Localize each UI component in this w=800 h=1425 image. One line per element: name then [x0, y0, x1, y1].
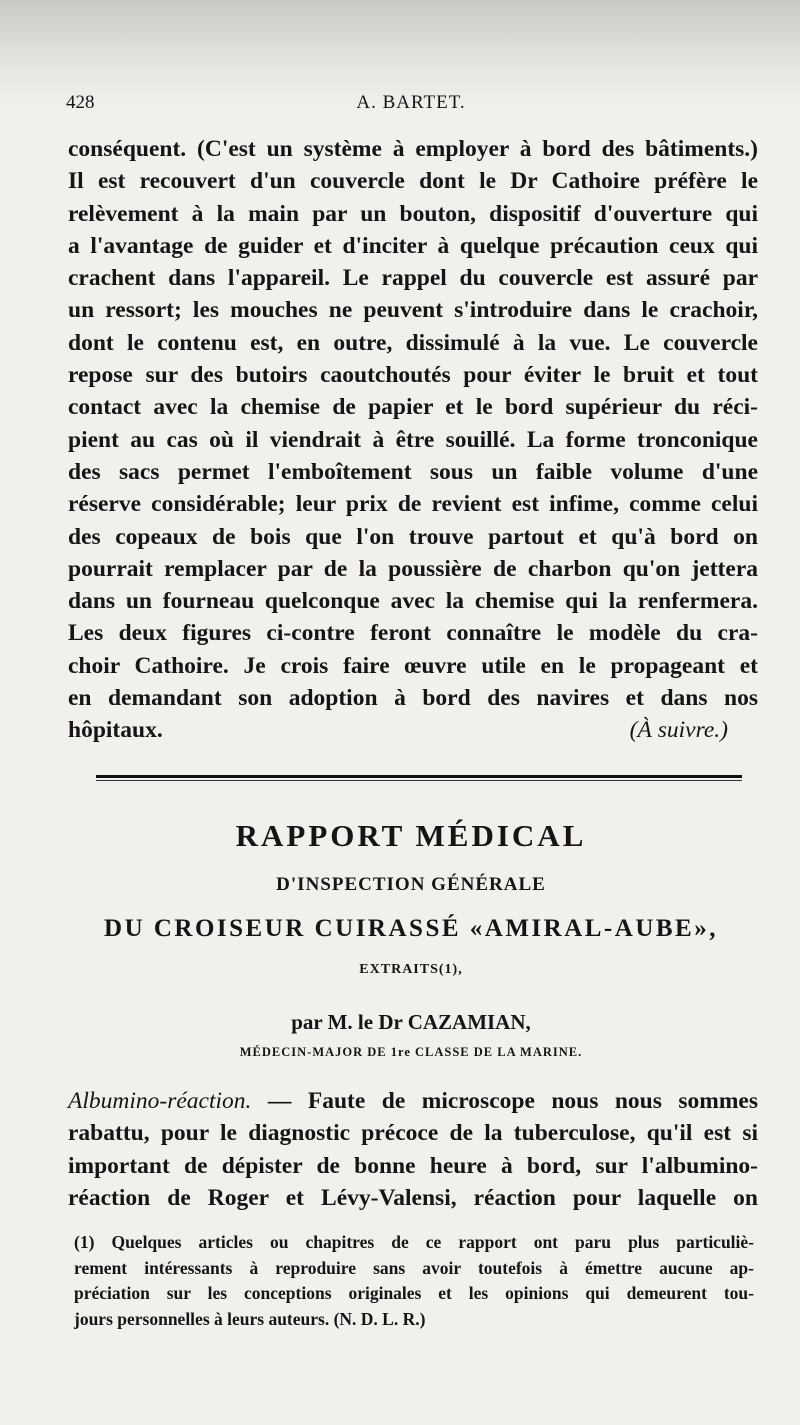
running-head-author: A. BARTET.: [356, 92, 466, 113]
footnote-line: préciation sur les conceptions originales et les opinions qui demeurent tou-: [74, 1283, 754, 1303]
continued-paragraph: [68, 133, 758, 747]
text-line: des copeaux de bois que l'on trouve partout et qu'à bord on: [68, 523, 758, 550]
section-paragraph: [68, 1085, 758, 1214]
text-line: dont le contenu est, en outre, dissimulé à la vue. Le couvercle: [68, 329, 758, 356]
article-extraits: EXTRAITS(1),: [359, 962, 463, 977]
text-line: pourrait remplacer par de la poussière de charbon qu'on jettera: [68, 555, 758, 582]
text-line: important de dépister de bonne heure à bord, sur l'albumino-: [68, 1152, 758, 1179]
article-subtitle: D'INSPECTION GÉNÉRALE: [276, 874, 546, 895]
section-divider-thin: [96, 780, 742, 781]
article-author: par M. le Dr CAZAMIAN,: [291, 1010, 531, 1034]
page-number: 428: [66, 92, 95, 113]
text-line: choir Cathoire. Je crois faire œuvre utile en le propageant et: [68, 652, 758, 679]
footnote-line: jours personnelles à leurs auteurs. (N. D. L. R.): [74, 1308, 426, 1329]
text-line: réaction de Roger et Lévy-Valensi, réaction pour laquelle on: [68, 1184, 758, 1211]
text-line: crachent dans l'appareil. Le rappel du couvercle est assuré par: [68, 265, 758, 292]
text-line: contact avec la chemise de papier et le bord supérieur du réci-: [68, 394, 758, 421]
article-ship-title: DU CROISEUR CUIRASSÉ «AMIRAL-AUBE»,: [104, 915, 718, 942]
text-line: dans un fourneau quelconque avec la chemise qui la renfermera.: [68, 588, 758, 615]
text-line: relèvement à la main par un bouton, dispositif d'ouverture qui: [68, 200, 758, 227]
section-line: — Faute de microscope nous nous sommes: [267, 1088, 758, 1114]
text-line-last: [68, 714, 758, 746]
text-line-end: hôpitaux.: [68, 717, 163, 744]
text-line: pient au cas où il viendrait à être souillé. La forme tronconique: [68, 426, 758, 453]
text-line: des sacs permet l'emboîtement sous un faible volume d'une: [68, 458, 758, 485]
text-line: réserve considérable; leur prix de revient est infime, comme celui: [68, 491, 758, 518]
footnote-marker: (1): [74, 1232, 95, 1252]
text-line: un ressort; les mouches ne peuvent s'introduire dans le crachoir,: [68, 297, 758, 324]
text-line: rabattu, pour le diagnostic précoce de la tuberculose, qu'il est si: [68, 1120, 758, 1147]
footnote-text: Quelques articles ou chapitres de ce rapport ont paru plus particuliè-: [111, 1232, 755, 1252]
footnote: [74, 1230, 754, 1332]
text-line: repose sur des butoirs caoutchoutés pour éviter le bruit et tout: [68, 362, 758, 389]
section-divider: [96, 775, 742, 778]
footnote-line: rement intéressants à reproduire sans avoir toutefois à émettre aucune ap-: [74, 1257, 754, 1278]
text-line: en demandant son adoption à bord des navires et dans nos: [68, 685, 758, 712]
article-title: RAPPORT MÉDICAL: [235, 818, 587, 853]
text-line: [68, 1085, 758, 1117]
section-heading: Albumino-réaction.: [68, 1088, 252, 1114]
running-head: [66, 92, 756, 120]
a-suivre-note: (À suivre.): [629, 717, 728, 744]
footnote-line: [74, 1230, 754, 1256]
text-line: a l'avantage de guider et d'inciter à quelque précaution ceux qui: [68, 232, 758, 259]
text-line: Les deux figures ci-contre feront connaître le modèle du cra-: [68, 620, 758, 647]
article-author-rank: MÉDECIN-MAJOR DE 1re CLASSE DE LA MARINE.: [239, 1045, 583, 1059]
text-line: Il est recouvert d'un couvercle dont le Dr Cathoire préfère le: [68, 168, 758, 195]
text-line: conséquent. (C'est un système à employer à bord des bâtiments.): [68, 136, 758, 162]
